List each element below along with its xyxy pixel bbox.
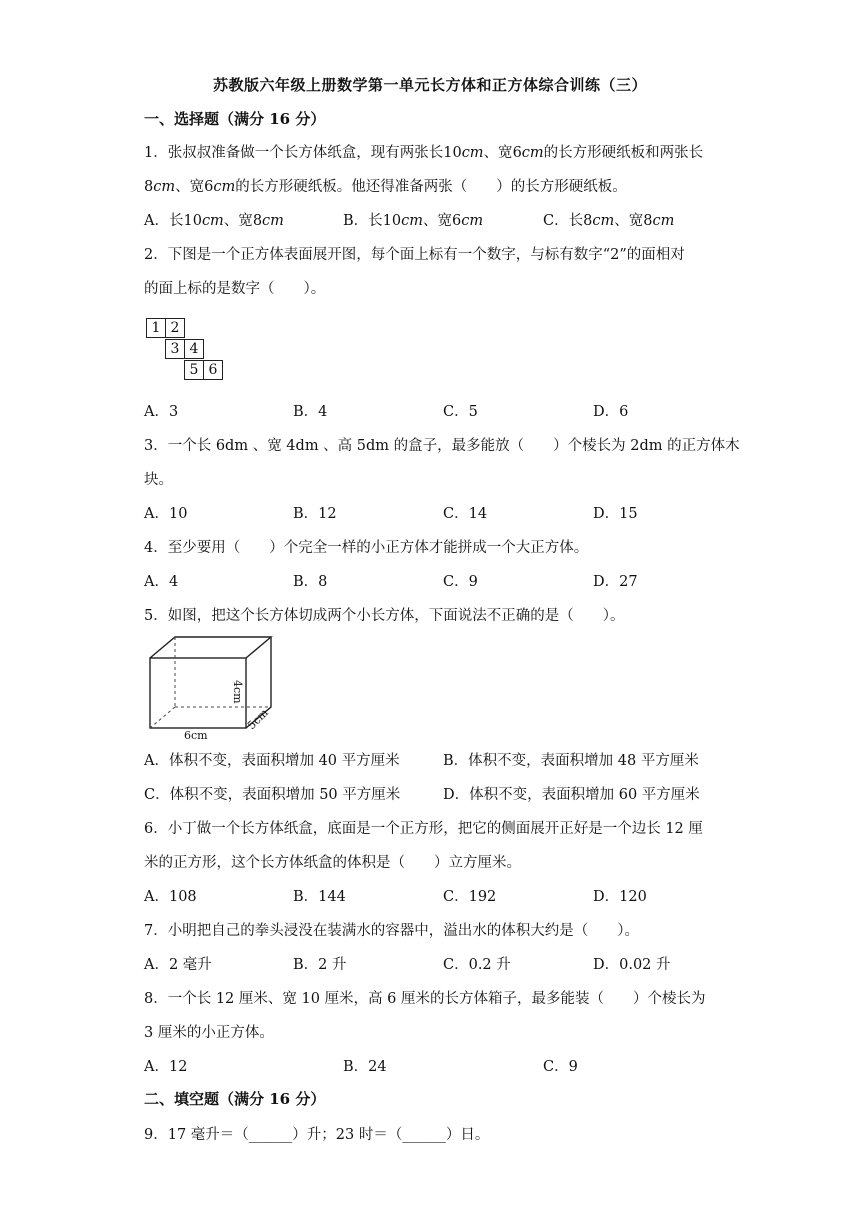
net-face-5: 5 bbox=[184, 360, 204, 380]
question-1-option-c: C．长8cm、宽8cm bbox=[543, 213, 675, 229]
question-6-option-c: C．192 bbox=[443, 889, 497, 905]
question-7-option-b: B．2 升 bbox=[293, 957, 347, 973]
net-face-4: 4 bbox=[184, 339, 204, 359]
question-7-line-1: 7．小明把自己的拳头浸没在装满水的容器中，溢出水的体积大约是（ ）。 bbox=[144, 923, 639, 939]
question-3-line-2: 块。 bbox=[144, 472, 173, 488]
question-4-option-c: C．9 bbox=[443, 574, 478, 590]
question-2-option-c: C．5 bbox=[443, 404, 478, 420]
section-heading-choice: 一、选择题（满分 16 分） bbox=[144, 110, 326, 128]
question-3-option-a: A．10 bbox=[144, 506, 188, 522]
net-face-2: 2 bbox=[165, 318, 185, 338]
question-4-option-b: B．8 bbox=[293, 574, 328, 590]
question-4-option-a: A．4 bbox=[144, 574, 179, 590]
net-face-1: 1 bbox=[146, 318, 166, 338]
question-2-line-1: 2．下图是一个正方体表面展开图，每个面上标有一个数字，与标有数字“2”的面相对 bbox=[144, 247, 685, 263]
question-2-option-d: D．6 bbox=[593, 404, 629, 420]
question-8-option-b: B．24 bbox=[343, 1059, 387, 1075]
question-3-option-c: C．14 bbox=[443, 506, 488, 522]
question-3-option-d: D．15 bbox=[593, 506, 638, 522]
question-8-option-c: C．9 bbox=[543, 1059, 578, 1075]
question-9-line-1: 9．17 毫升＝（______）升；23 时＝（______）日。 bbox=[144, 1127, 490, 1143]
question-1-line-2: 8cm、宽6cm的长方形硬纸板。他还得准备两张（ ）的长方形硬纸板。 bbox=[144, 179, 627, 195]
question-5-line-1: 5．如图，把这个长方体切成两个小长方体，下面说法不正确的是（ ）。 bbox=[144, 608, 625, 624]
cuboid-height-label: 4cm bbox=[231, 680, 244, 704]
question-5-option-b: B．体积不变，表面积增加 48 平方厘米 bbox=[443, 753, 699, 769]
question-3-option-b: B．12 bbox=[293, 506, 337, 522]
question-4-line-1: 4．至少要用（ ）个完全一样的小正方体才能拼成一个大正方体。 bbox=[144, 540, 589, 556]
cuboid-width-label: 5cm bbox=[244, 706, 271, 733]
question-6-line-2: 米的正方形，这个长方体纸盒的体积是（ ）立方厘米。 bbox=[144, 855, 521, 871]
question-7-option-c: C．0.2 升 bbox=[443, 957, 511, 973]
net-face-3: 3 bbox=[165, 339, 185, 359]
question-2-option-a: A．3 bbox=[144, 404, 179, 420]
question-6-line-1: 6．小丁做一个长方体纸盒，底面是一个正方形，把它的侧面展开正好是一个边长 12 厘 bbox=[144, 821, 703, 837]
question-1-line-1: 1．张叔叔准备做一个长方体纸盒，现有两张长10cm、宽6cm的长方形硬纸板和两张长 bbox=[144, 145, 704, 161]
cuboid-figure bbox=[144, 632, 284, 740]
question-1-option-a: A．长10cm、宽8cm bbox=[144, 213, 284, 229]
question-6-option-b: B．144 bbox=[293, 889, 346, 905]
question-7-option-d: D．0.02 升 bbox=[593, 957, 671, 973]
question-5-option-c: C．体积不变，表面积增加 50 平方厘米 bbox=[144, 787, 401, 803]
question-8-line-1: 8．一个长 12 厘米、宽 10 厘米，高 6 厘米的长方体箱子，最多能装（ ）个棱长为 bbox=[144, 991, 706, 1007]
page-title: 苏教版六年级上册数学第一单元长方体和正方体综合训练（三） bbox=[212, 76, 647, 94]
question-5-option-d: D．体积不变，表面积增加 60 平方厘米 bbox=[443, 787, 700, 803]
question-4-option-d: D．27 bbox=[593, 574, 638, 590]
question-8-option-a: A．12 bbox=[144, 1059, 188, 1075]
section-heading-fill-blank: 二、填空题（满分 16 分） bbox=[144, 1090, 326, 1108]
question-2-option-b: B．4 bbox=[293, 404, 328, 420]
cuboid-length-label: 6cm bbox=[184, 729, 208, 740]
question-1-option-b: B．长10cm、宽6cm bbox=[343, 213, 484, 229]
question-2-line-2: 的面上标的是数字（ ）。 bbox=[144, 281, 326, 297]
question-7-option-a: A．2 毫升 bbox=[144, 957, 212, 973]
cuboid-top-edges bbox=[150, 637, 271, 658]
question-6-option-d: D．120 bbox=[593, 889, 647, 905]
cuboid-hidden-edge bbox=[150, 707, 175, 728]
question-6-option-a: A．108 bbox=[144, 889, 197, 905]
question-8-line-2: 3 厘米的小正方体。 bbox=[144, 1025, 274, 1041]
question-5-option-a: A．体积不变，表面积增加 40 平方厘米 bbox=[144, 753, 400, 769]
net-face-6: 6 bbox=[203, 360, 223, 380]
question-3-line-1: 3．一个长 6dm 、宽 4dm 、高 5dm 的盒子，最多能放（ ）个棱长为 2dm 的正方体木 bbox=[144, 438, 740, 454]
